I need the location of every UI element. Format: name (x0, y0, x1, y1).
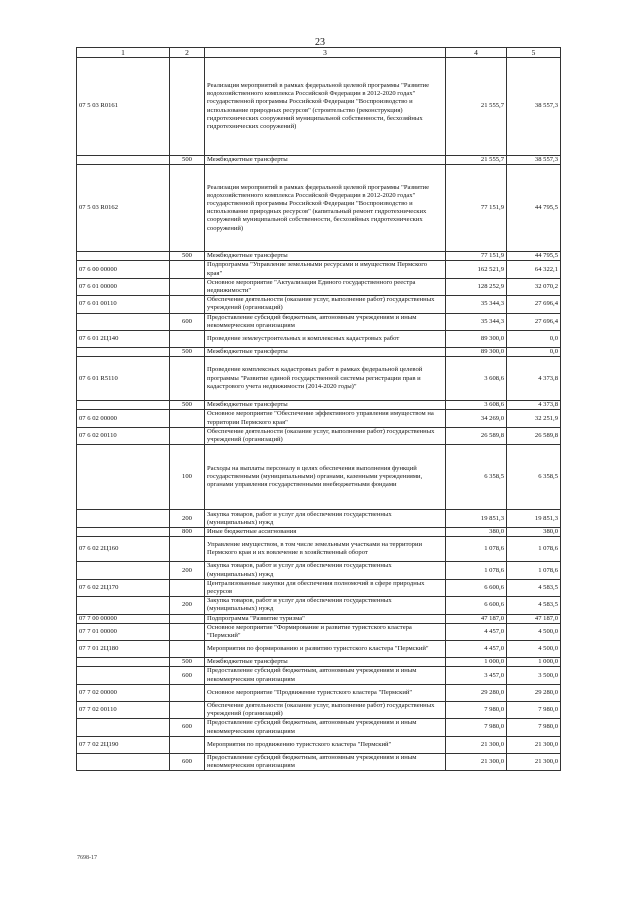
item-name-cell: Межбюджетные трансферты (205, 156, 446, 165)
table-row (77, 597, 561, 614)
table-row (77, 261, 561, 278)
target-code-cell: 07 6 01 00000 (77, 278, 170, 295)
table-row (77, 427, 561, 444)
expense-type-cell (170, 701, 205, 718)
expense-type-cell: 100 (170, 445, 205, 510)
target-code-cell (77, 658, 170, 667)
target-code-cell (77, 528, 170, 537)
expense-type-cell (170, 684, 205, 701)
amount-year2-cell: 64 322,1 (507, 261, 561, 278)
expense-type-cell (170, 296, 205, 313)
amount-year2-cell: 4 500,0 (507, 623, 561, 640)
amount-year2-cell: 38 557,3 (507, 58, 561, 156)
target-code-cell (77, 348, 170, 357)
expense-type-cell: 200 (170, 510, 205, 528)
item-name-cell: Закупка товаров, работ и услуг для обеспечения государственных (муниципальных) нужд (205, 597, 446, 614)
amount-year2-cell: 4 500,0 (507, 641, 561, 658)
item-name-cell: Межбюджетные трансферты (205, 401, 446, 410)
target-code-cell: 07 7 02 2Ц190 (77, 736, 170, 753)
target-code-cell: 07 6 01 00110 (77, 296, 170, 313)
expense-type-cell: 600 (170, 313, 205, 330)
amount-year2-cell: 21 300,0 (507, 736, 561, 753)
amount-year2-cell: 4 583,5 (507, 597, 561, 614)
expense-type-cell (170, 579, 205, 596)
amount-year1-cell: 21 300,0 (446, 753, 507, 770)
table-row (77, 331, 561, 348)
amount-year2-cell: 0,0 (507, 331, 561, 348)
target-code-cell: 07 6 02 00000 (77, 410, 170, 427)
amount-year1-cell: 29 280,0 (446, 684, 507, 701)
amount-year2-cell: 21 300,0 (507, 753, 561, 770)
footer-code: 7698-17 (77, 855, 97, 861)
item-name-cell: Обеспечение деятельности (оказание услуг, выполнение работ) государственных учреждений (организаций) (205, 701, 446, 718)
table-row (77, 667, 561, 684)
amount-year2-cell: 1 000,0 (507, 658, 561, 667)
item-name-cell: Реализация мероприятий в рамках федеральной целевой программы "Развитие водохозяйственного комплекса Российской Федерации в 2012-2020 годах" государственной программы Российской Федерации "Воспроизводство и использование природных ресурсов" (строительство (реконструкция) гидротехнических сооружений муниципальной собственности, бесхозяйных гидротехнических сооружений) (205, 58, 446, 156)
expense-type-cell: 500 (170, 252, 205, 261)
target-code-cell: 07 6 02 00110 (77, 427, 170, 444)
expense-type-cell: 200 (170, 562, 205, 579)
expense-type-cell: 800 (170, 528, 205, 537)
expense-type-cell: 500 (170, 658, 205, 667)
column-number: 5 (507, 48, 561, 58)
expense-type-cell (170, 537, 205, 562)
target-code-cell (77, 719, 170, 736)
item-name-cell: Иные бюджетные ассигнования (205, 528, 446, 537)
table-row (77, 510, 561, 528)
table-row (77, 736, 561, 753)
table-row (77, 165, 561, 252)
amount-year1-cell: 1 000,0 (446, 658, 507, 667)
amount-year1-cell: 162 521,9 (446, 261, 507, 278)
target-code-cell (77, 401, 170, 410)
amount-year1-cell: 21 555,7 (446, 58, 507, 156)
column-number: 2 (170, 48, 205, 58)
item-name-cell: Основное мероприятие "Актуализация Единого государственного реестра недвижимости" (205, 278, 446, 295)
item-name-cell: Основное мероприятие "Обеспечение эффективного управления имуществом на территории Пермского края" (205, 410, 446, 427)
item-name-cell: Расходы на выплаты персоналу в целях обеспечения выполнения функций государственными (муниципальными) органами, казенными учреждениями, органами управления государственными внебюджетными фондами (205, 445, 446, 510)
amount-year1-cell: 3 608,6 (446, 401, 507, 410)
item-name-cell: Реализация мероприятий в рамках федеральной целевой программы "Развитие водохозяйственного комплекса Российской Федерации в 2012-2020 годах" государственной программы Российской Федерации "Воспроизводство и использование природных ресурсов" (капитальный ремонт гидротехнических сооружений муниципальной собственности, бесхозяйных гидротехнических сооружений) (205, 165, 446, 252)
amount-year2-cell: 1 078,6 (507, 562, 561, 579)
amount-year1-cell: 1 078,6 (446, 537, 507, 562)
table-row (77, 579, 561, 596)
item-name-cell: Закупка товаров, работ и услуг для обеспечения государственных (муниципальных) нужд (205, 510, 446, 528)
table-row (77, 753, 561, 770)
expense-type-cell (170, 278, 205, 295)
amount-year1-cell: 21 300,0 (446, 736, 507, 753)
amount-year2-cell: 19 851,3 (507, 510, 561, 528)
table-row (77, 528, 561, 537)
target-code-cell (77, 156, 170, 165)
target-code-cell: 07 7 01 00000 (77, 623, 170, 640)
column-number: 1 (77, 48, 170, 58)
amount-year2-cell: 4 373,8 (507, 401, 561, 410)
amount-year1-cell: 89 300,0 (446, 331, 507, 348)
page-number: 23 (315, 37, 325, 48)
amount-year1-cell: 47 187,0 (446, 614, 507, 623)
amount-year1-cell: 77 151,9 (446, 165, 507, 252)
target-code-cell: 07 7 02 00110 (77, 701, 170, 718)
amount-year1-cell: 380,0 (446, 528, 507, 537)
amount-year1-cell: 6 600,6 (446, 597, 507, 614)
target-code-cell (77, 562, 170, 579)
amount-year1-cell: 35 344,3 (446, 296, 507, 313)
item-name-cell: Мероприятия по продвижению туристского кластера "Пермский" (205, 736, 446, 753)
expense-type-cell: 600 (170, 667, 205, 684)
amount-year2-cell: 32 251,9 (507, 410, 561, 427)
target-code-cell: 07 7 00 00000 (77, 614, 170, 623)
table-row (77, 401, 561, 410)
item-name-cell: Предоставление субсидий бюджетным, автономным учреждениям и иным некоммерческим организациям (205, 667, 446, 684)
amount-year2-cell: 6 358,5 (507, 445, 561, 510)
target-code-cell (77, 753, 170, 770)
expense-type-cell: 600 (170, 753, 205, 770)
amount-year2-cell: 4 583,5 (507, 579, 561, 596)
expense-type-cell: 200 (170, 597, 205, 614)
amount-year2-cell: 7 980,0 (507, 701, 561, 718)
item-name-cell: Предоставление субсидий бюджетным, автономным учреждениям и иным некоммерческим организациям (205, 753, 446, 770)
table-row (77, 684, 561, 701)
expense-type-cell (170, 614, 205, 623)
expense-type-cell (170, 261, 205, 278)
amount-year1-cell: 3 457,0 (446, 667, 507, 684)
expense-type-cell: 500 (170, 348, 205, 357)
item-name-cell: Централизованные закупки для обеспечения полномочий в сфере природных ресурсов (205, 579, 446, 596)
target-code-cell: 07 5 03 R0161 (77, 58, 170, 156)
expense-type-cell (170, 58, 205, 156)
expense-type-cell (170, 641, 205, 658)
table-row (77, 313, 561, 330)
amount-year2-cell: 4 373,8 (507, 357, 561, 401)
amount-year1-cell: 7 980,0 (446, 701, 507, 718)
item-name-cell: Подпрограмма "Развитие туризма" (205, 614, 446, 623)
budget-table (76, 47, 561, 771)
item-name-cell: Управление имуществом, в том числе земельными участками на территории Пермского края и их вовлечение в хозяйственный оборот (205, 537, 446, 562)
table-row (77, 156, 561, 165)
table-row (77, 641, 561, 658)
amount-year1-cell: 77 151,9 (446, 252, 507, 261)
target-code-cell: 07 6 00 00000 (77, 261, 170, 278)
expense-type-cell: 500 (170, 156, 205, 165)
item-name-cell: Закупка товаров, работ и услуг для обеспечения государственных (муниципальных) нужд (205, 562, 446, 579)
amount-year2-cell: 38 557,3 (507, 156, 561, 165)
item-name-cell: Основное мероприятие "Формирование и развитие туристского кластера "Пермский" (205, 623, 446, 640)
amount-year1-cell: 6 358,5 (446, 445, 507, 510)
target-code-cell: 07 6 01 R5110 (77, 357, 170, 401)
table-row (77, 410, 561, 427)
amount-year1-cell: 6 600,6 (446, 579, 507, 596)
amount-year1-cell: 4 457,0 (446, 641, 507, 658)
expense-type-cell (170, 736, 205, 753)
target-code-cell: 07 6 01 2Ц140 (77, 331, 170, 348)
amount-year2-cell: 26 589,8 (507, 427, 561, 444)
table-row (77, 614, 561, 623)
amount-year2-cell: 44 795,5 (507, 252, 561, 261)
table-row (77, 58, 561, 156)
item-name-cell: Обеспечение деятельности (оказание услуг, выполнение работ) государственных учреждений (организаций) (205, 296, 446, 313)
table-row (77, 562, 561, 579)
expense-type-cell (170, 410, 205, 427)
target-code-cell (77, 667, 170, 684)
expense-type-cell: 500 (170, 401, 205, 410)
amount-year1-cell: 3 608,6 (446, 357, 507, 401)
table-row (77, 623, 561, 640)
amount-year2-cell: 7 980,0 (507, 719, 561, 736)
item-name-cell: Основное мероприятие "Продвижение туристского кластера "Пермский" (205, 684, 446, 701)
table-row (77, 445, 561, 510)
amount-year1-cell: 21 555,7 (446, 156, 507, 165)
table-row (77, 701, 561, 718)
amount-year2-cell: 29 280,0 (507, 684, 561, 701)
column-number: 4 (446, 48, 507, 58)
table-row (77, 537, 561, 562)
target-code-cell: 07 6 02 2Ц160 (77, 537, 170, 562)
target-code-cell: 07 6 02 2Ц170 (77, 579, 170, 596)
table-row (77, 658, 561, 667)
amount-year2-cell: 3 500,0 (507, 667, 561, 684)
amount-year2-cell: 1 078,6 (507, 537, 561, 562)
amount-year2-cell: 44 795,5 (507, 165, 561, 252)
expense-type-cell (170, 331, 205, 348)
expense-type-cell (170, 623, 205, 640)
amount-year2-cell: 380,0 (507, 528, 561, 537)
item-name-cell: Предоставление субсидий бюджетным, автономным учреждениям и иным некоммерческим организациям (205, 313, 446, 330)
table-row (77, 348, 561, 357)
amount-year1-cell: 26 589,8 (446, 427, 507, 444)
target-code-cell: 07 7 01 2Ц180 (77, 641, 170, 658)
amount-year1-cell: 7 980,0 (446, 719, 507, 736)
target-code-cell (77, 510, 170, 528)
column-number: 3 (205, 48, 446, 58)
amount-year1-cell: 19 851,3 (446, 510, 507, 528)
target-code-cell (77, 313, 170, 330)
item-name-cell: Мероприятия по формированию и развитию туристского кластера "Пермский" (205, 641, 446, 658)
target-code-cell (77, 445, 170, 510)
table-row (77, 296, 561, 313)
expense-type-cell (170, 165, 205, 252)
amount-year2-cell: 27 696,4 (507, 313, 561, 330)
table-row (77, 357, 561, 401)
target-code-cell (77, 597, 170, 614)
table-row (77, 252, 561, 261)
item-name-cell: Подпрограмма "Управление земельными ресурсами и имуществом Пермского края" (205, 261, 446, 278)
target-code-cell (77, 252, 170, 261)
amount-year2-cell: 27 696,4 (507, 296, 561, 313)
amount-year2-cell: 32 070,2 (507, 278, 561, 295)
target-code-cell: 07 7 02 00000 (77, 684, 170, 701)
expense-type-cell: 600 (170, 719, 205, 736)
expense-type-cell (170, 357, 205, 401)
amount-year1-cell: 34 269,0 (446, 410, 507, 427)
item-name-cell: Межбюджетные трансферты (205, 348, 446, 357)
target-code-cell: 07 5 03 R0162 (77, 165, 170, 252)
item-name-cell: Проведение землеустроительных и комплексных кадастровых работ (205, 331, 446, 348)
table-row (77, 278, 561, 295)
amount-year1-cell: 35 344,3 (446, 313, 507, 330)
table-row (77, 719, 561, 736)
column-number-row (77, 48, 561, 58)
amount-year1-cell: 128 252,9 (446, 278, 507, 295)
item-name-cell: Межбюджетные трансферты (205, 252, 446, 261)
expense-type-cell (170, 427, 205, 444)
item-name-cell: Предоставление субсидий бюджетным, автономным учреждениям и иным некоммерческим организациям (205, 719, 446, 736)
amount-year2-cell: 47 187,0 (507, 614, 561, 623)
amount-year1-cell: 4 457,0 (446, 623, 507, 640)
amount-year1-cell: 1 078,6 (446, 562, 507, 579)
item-name-cell: Обеспечение деятельности (оказание услуг, выполнение работ) государственных учреждений (организаций) (205, 427, 446, 444)
item-name-cell: Проведение комплексных кадастровых работ в рамках федеральной целевой программы "Развитие единой государственной системы регистрации прав и кадастрового учета недвижимости (2014-2020 годы)" (205, 357, 446, 401)
item-name-cell: Межбюджетные трансферты (205, 658, 446, 667)
amount-year2-cell: 0,0 (507, 348, 561, 357)
amount-year1-cell: 89 300,0 (446, 348, 507, 357)
